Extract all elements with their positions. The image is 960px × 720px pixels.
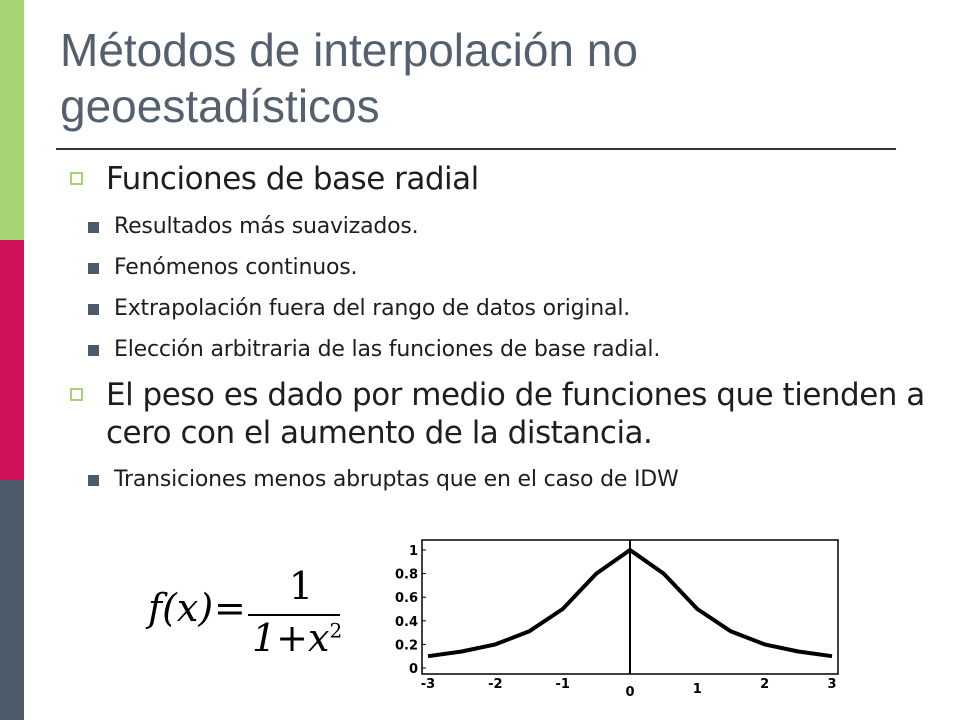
sub-bullet-text: Resultados más suavizados. xyxy=(114,214,419,239)
accent-bar-green xyxy=(0,0,24,240)
y-tick-label: 0.8 xyxy=(394,567,418,583)
section-heading: Funciones de base radial xyxy=(106,161,479,197)
accent-bar-magenta xyxy=(0,240,24,480)
hollow-square-bullet-icon xyxy=(70,172,83,185)
y-tick-label: 0 xyxy=(408,662,418,677)
sub-bullet xyxy=(68,295,928,323)
square-bullet-icon xyxy=(88,475,99,486)
section-heading: El peso es dado por medio de funciones que tienden a cero con el aumento de la distancia. xyxy=(106,377,925,451)
sub-bullet xyxy=(68,466,928,494)
square-bullet-icon xyxy=(88,304,99,315)
x-tick-label: 0 xyxy=(625,685,635,700)
sub-bullet-text: Transiciones menos abruptas que en el caso de IDW xyxy=(114,467,679,492)
hollow-square-bullet-icon xyxy=(70,388,83,401)
x-tick-label: -2 xyxy=(488,677,503,692)
x-tick-label: 3 xyxy=(827,677,837,692)
y-tick-label: 1 xyxy=(408,544,418,559)
formula-denominator xyxy=(252,616,342,660)
x-tick-label: -1 xyxy=(555,677,570,692)
sub-bullet-text: Fenómenos continuos. xyxy=(114,255,358,280)
square-bullet-icon xyxy=(88,345,99,356)
y-tick-label: 0.6 xyxy=(394,591,418,607)
square-bullet-icon xyxy=(88,263,99,274)
chart xyxy=(376,534,846,720)
title-divider xyxy=(56,148,896,150)
bullet-list xyxy=(68,160,928,494)
accent-bar-slate xyxy=(0,480,24,720)
sub-bullet-text: Elección arbitraria de las funciones de base radial. xyxy=(114,337,661,362)
bullet-section-rbf xyxy=(68,160,928,198)
bullet-section-weight xyxy=(68,376,928,452)
formula-equals: = xyxy=(214,586,246,630)
y-tick-label: 0.2 xyxy=(394,638,418,654)
sub-bullet xyxy=(68,336,928,364)
sub-bullet xyxy=(68,213,928,241)
slide-title: Métodos de interpolación no geoestadísticos xyxy=(60,24,638,132)
x-tick-label: 2 xyxy=(760,677,770,692)
sub-bullet xyxy=(68,254,928,282)
formula-exponent: 2 xyxy=(329,618,343,643)
formula xyxy=(148,564,348,660)
sub-bullet-text: Extrapolación fuera del rango de datos original. xyxy=(114,296,631,321)
x-tick-label: -3 xyxy=(420,677,436,692)
formula-lhs: f(x) xyxy=(148,586,214,630)
x-tick-label: 1 xyxy=(692,682,702,697)
y-tick-label: 0.4 xyxy=(394,614,418,630)
square-bullet-icon xyxy=(88,222,99,233)
formula-numerator: 1 xyxy=(288,564,314,608)
formula-denominator-base: 1+x xyxy=(252,616,330,660)
chart-svg xyxy=(376,534,846,720)
